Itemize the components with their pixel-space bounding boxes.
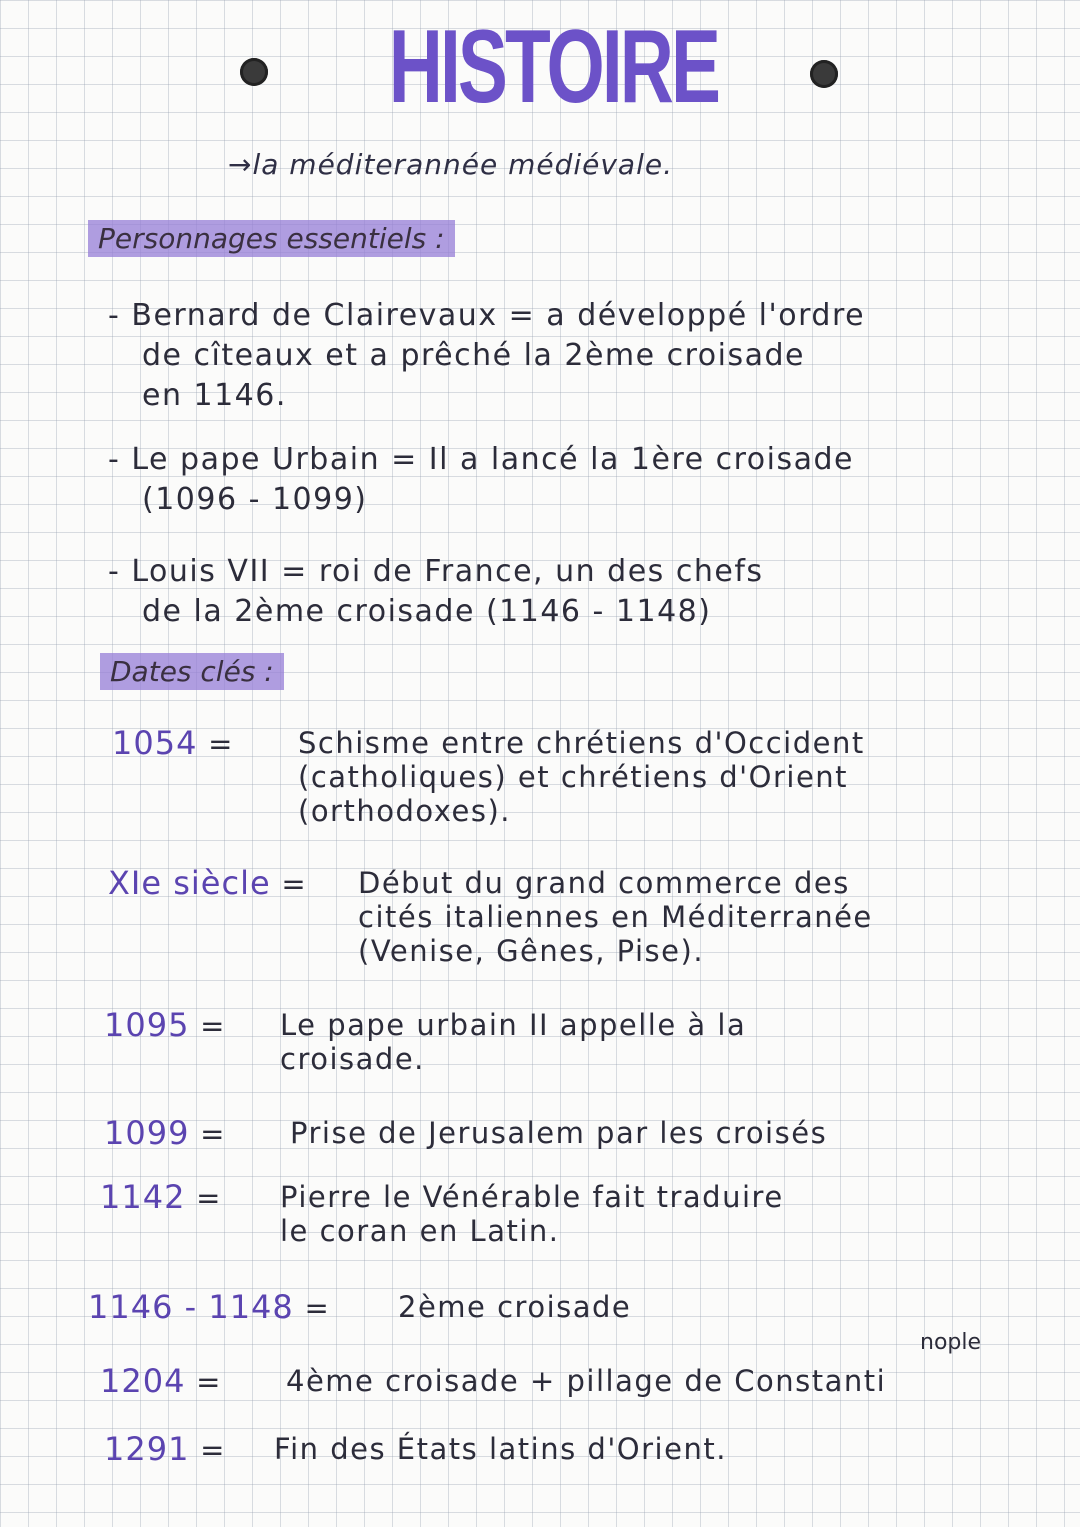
page-title: HISTOIRE [388, 9, 719, 125]
bullet-dash-icon: - [108, 442, 132, 477]
entry-date: 1291 [104, 1430, 190, 1468]
timeline-entry: 1204 = 4ème croisade + pillage de Constanti [100, 1362, 887, 1400]
timeline-entry: 1054 = Schisme entre chrétiens d'Occident (catholiques) et chrétiens d'Orient (orthodoxes). [112, 724, 865, 828]
timeline-entry: 1099 = Prise de Jerusalem par les croisés [104, 1114, 828, 1152]
list-item: - Bernard de Clairevaux = a développé l'ordre de cîteaux et a prêché la 2ème croisade en 1146. [108, 298, 866, 413]
timeline-entry: 1146 - 1148 = 2ème croisade [88, 1288, 632, 1326]
section-heading-personnages: Personnages essentiels : [88, 220, 455, 257]
timeline-entry: 1291 = Fin des États latins d'Orient. [104, 1430, 727, 1468]
page-subtitle: →la méditerannée médiévale. [228, 148, 673, 181]
timeline-entry: 1095 = Le pape urbain II appelle à la croisade. [104, 1006, 747, 1076]
list-item: - Le pape Urbain = Il a lancé la 1ère croisade (1096 - 1099) [108, 442, 854, 517]
entry-date: 1142 [100, 1178, 186, 1216]
bullet-dash-icon: - [108, 554, 132, 589]
entry-date: XIe siècle [108, 864, 271, 902]
bullet-dash-icon: - [108, 298, 132, 333]
section-heading-dates: Dates clés : [100, 653, 284, 690]
entry-date: 1099 [104, 1114, 190, 1152]
entry-date: 1146 - 1148 [88, 1288, 294, 1326]
timeline-entry: XIe siècle = Début du grand commerce des cités italiennes en Méditerranée (Venise, Gênes, Pise). [108, 864, 873, 968]
list-item: - Louis VII = roi de France, un des chefs de la 2ème croisade (1146 - 1148) [108, 554, 764, 629]
entry-date: 1054 [112, 724, 198, 762]
binder-hole-left-icon [240, 58, 268, 86]
entry-date: 1204 [100, 1362, 186, 1400]
margin-note: nople [920, 1330, 982, 1355]
entry-date: 1095 [104, 1006, 190, 1044]
timeline-entry: 1142 = Pierre le Vénérable fait traduire le coran en Latin. [100, 1178, 784, 1248]
binder-hole-right-icon [810, 60, 838, 88]
